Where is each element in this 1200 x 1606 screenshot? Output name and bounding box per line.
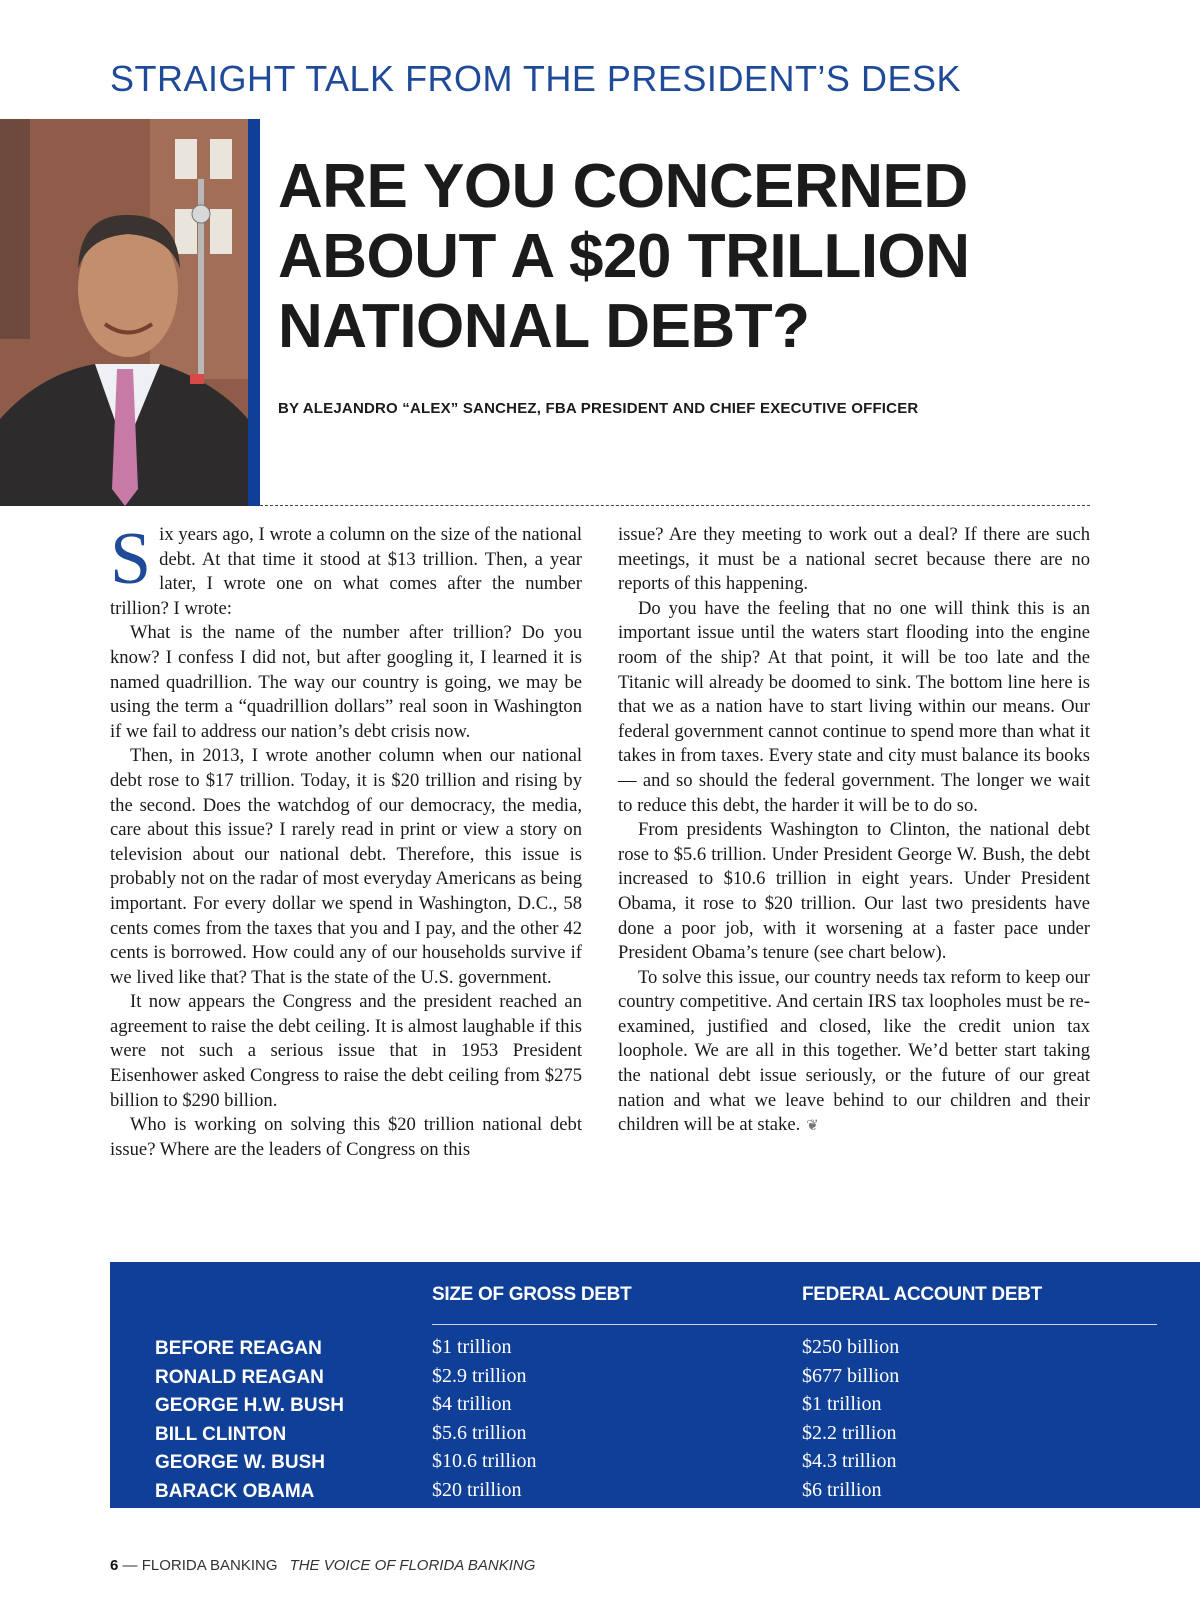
federal-debt-cell: $1 trillion	[802, 1393, 882, 1416]
gross-debt-cell: $2.9 trillion	[432, 1364, 527, 1387]
gross-debt-cell: $20 trillion	[432, 1478, 522, 1501]
author-photo	[0, 119, 248, 506]
federal-debt-cell: $4.3 trillion	[802, 1450, 897, 1473]
article-paragraph	[110, 518, 582, 621]
article-column-right	[618, 523, 1090, 1139]
table-row	[110, 1363, 1200, 1392]
table-row	[110, 1334, 1200, 1363]
table-rows	[110, 1334, 1200, 1506]
section-kicker: STRAIGHT TALK FROM THE PRESIDENT’S DESK	[110, 58, 961, 99]
fba-logo-icon: ❦	[806, 1118, 819, 1135]
column-header-gross-debt: SIZE OF GROSS DEBT	[432, 1284, 632, 1305]
article-paragraph: Do you have the feeling that no one will think this is an important issue until the waters start flooding into the engine room of the ship? At that point, it will be too late and the Titanic will already be doomed to sink. The bottom line here is that we as a nation have to start living within our means. Our federal government cannot continue to spend more than what it takes in from taxes. Every state and city must balance its books — and so should the federal government. The longer we wait to reduce this debt, the harder it will be to do so.	[618, 597, 1090, 816]
byline: BY ALEJANDRO “ALEX” SANCHEZ, FBA PRESIDENT AND CHIEF EXECUTIVE OFFICER	[278, 400, 919, 417]
federal-debt-cell: $677 billion	[802, 1364, 900, 1387]
paragraph-text: To solve this issue, our country needs tax reform to keep our country competitive. And certain IRS tax loopholes must be re-examined, justified and closed, like the credit union tax loophole. We are all in this together. We’d better start taking the national debt issue seriously, or the future of our great nation and what we leave behind to our children and their children will be at stake.	[618, 966, 1090, 1136]
drop-cap: S	[110, 518, 152, 600]
headline-line-1: ARE YOU CONCERNED	[278, 152, 968, 221]
gross-debt-cell: $1 trillion	[432, 1336, 512, 1358]
headline-line-2: ABOUT A $20 TRILLION	[278, 222, 970, 291]
headline-line-3: NATIONAL DEBT?	[278, 292, 810, 361]
page-number: 6	[110, 1557, 119, 1574]
footer-dash: —	[118, 1557, 142, 1574]
gross-debt-cell: $4 trillion	[432, 1393, 512, 1416]
section-divider	[260, 505, 1090, 506]
debt-table	[110, 1262, 1200, 1508]
article-paragraph: From presidents Washington to Clinton, the national debt rose to $5.6 trillion. Under President George W. Bush, the debt increased to $10.6 trillion in eight years. Under President Obama, it rose to $20 trillion. Our last two presidents have done a poor job, with it worsening at a faster pace under President Obama’s tenure (see chart below).	[618, 819, 1090, 964]
author-portrait-illustration	[0, 119, 248, 506]
row-label: BARACK OBAMA	[155, 1480, 315, 1502]
federal-debt-cell: $2.2 trillion	[802, 1421, 897, 1444]
publication-tagline: THE VOICE OF FLORIDA BANKING	[289, 1557, 536, 1574]
article-paragraph: issue? Are they meeting to work out a deal? If there are such meetings, it must be a national secret because there are no reports of this happening.	[618, 524, 1090, 595]
paragraph-text: ix years ago, I wrote a column on the size of the national debt. At that time it stood at $13 trillion. Then, a year later, I wrote one on what comes after the number trillion? I wrote:	[110, 524, 582, 619]
table-row	[110, 1391, 1200, 1420]
gross-debt-cell: $5.6 trillion	[432, 1421, 527, 1444]
article-paragraph: Who is working on solving this $20 trillion national debt issue? Where are the leaders of Congress on this	[110, 1114, 582, 1160]
row-label: BEFORE REAGAN	[155, 1338, 322, 1359]
row-label: GEORGE H.W. BUSH	[155, 1395, 344, 1417]
article-paragraph: What is the name of the number after trillion? Do you know? I confess I did not, but after googling it, I learned it is named quadrillion. The way our country is going, we may be using the term a “quadrillion dollars” real soon in Washington if we fail to address our nation’s debt crisis now.	[110, 622, 582, 742]
publication-name: FLORIDA BANKING	[141, 1557, 278, 1574]
column-header-federal-account-debt: FEDERAL ACCOUNT DEBT	[802, 1284, 1042, 1305]
row-label: RONALD REAGAN	[155, 1366, 324, 1388]
row-label: GEORGE W. BUSH	[155, 1452, 325, 1474]
header-rule	[432, 1324, 1157, 1325]
article-paragraph: Then, in 2013, I wrote another column when our national debt rose to $17 trillion. Today, it is $20 trillion and rising by the second. Does the watchdog of our democracy, the media, care about this issue? I rarely read in print or view a story on television about our national debt. Therefore, this issue is probably not on the radar of most everyday Americans as being important. For every dollar we spend in Washington, D.C., 58 cents comes from the taxes that you and I pay, and the other 42 cents is borrowed. How could any of our households survive if we lived like that? That is the state of the U.S. government.	[110, 745, 582, 988]
federal-debt-cell: $250 billion	[802, 1336, 900, 1358]
article-column-left	[110, 518, 582, 1162]
article-paragraph	[618, 966, 1090, 1139]
headline	[278, 152, 1078, 362]
article-paragraph: It now appears the Congress and the president reached an agreement to raise the debt ceiling. It is almost laughable if this were not such a serious issue that in 1953 President Eisenhower asked Congress to raise the debt ceiling from $275 billion to $290 billion.	[110, 991, 582, 1111]
table-row	[110, 1448, 1200, 1477]
page-footer	[110, 1557, 535, 1574]
gross-debt-cell: $10.6 trillion	[432, 1450, 537, 1473]
table-row	[110, 1477, 1200, 1506]
table-row	[110, 1420, 1200, 1449]
row-label: BILL CLINTON	[155, 1423, 287, 1445]
photo-accent-bar	[248, 119, 260, 506]
federal-debt-cell: $6 trillion	[802, 1478, 882, 1501]
